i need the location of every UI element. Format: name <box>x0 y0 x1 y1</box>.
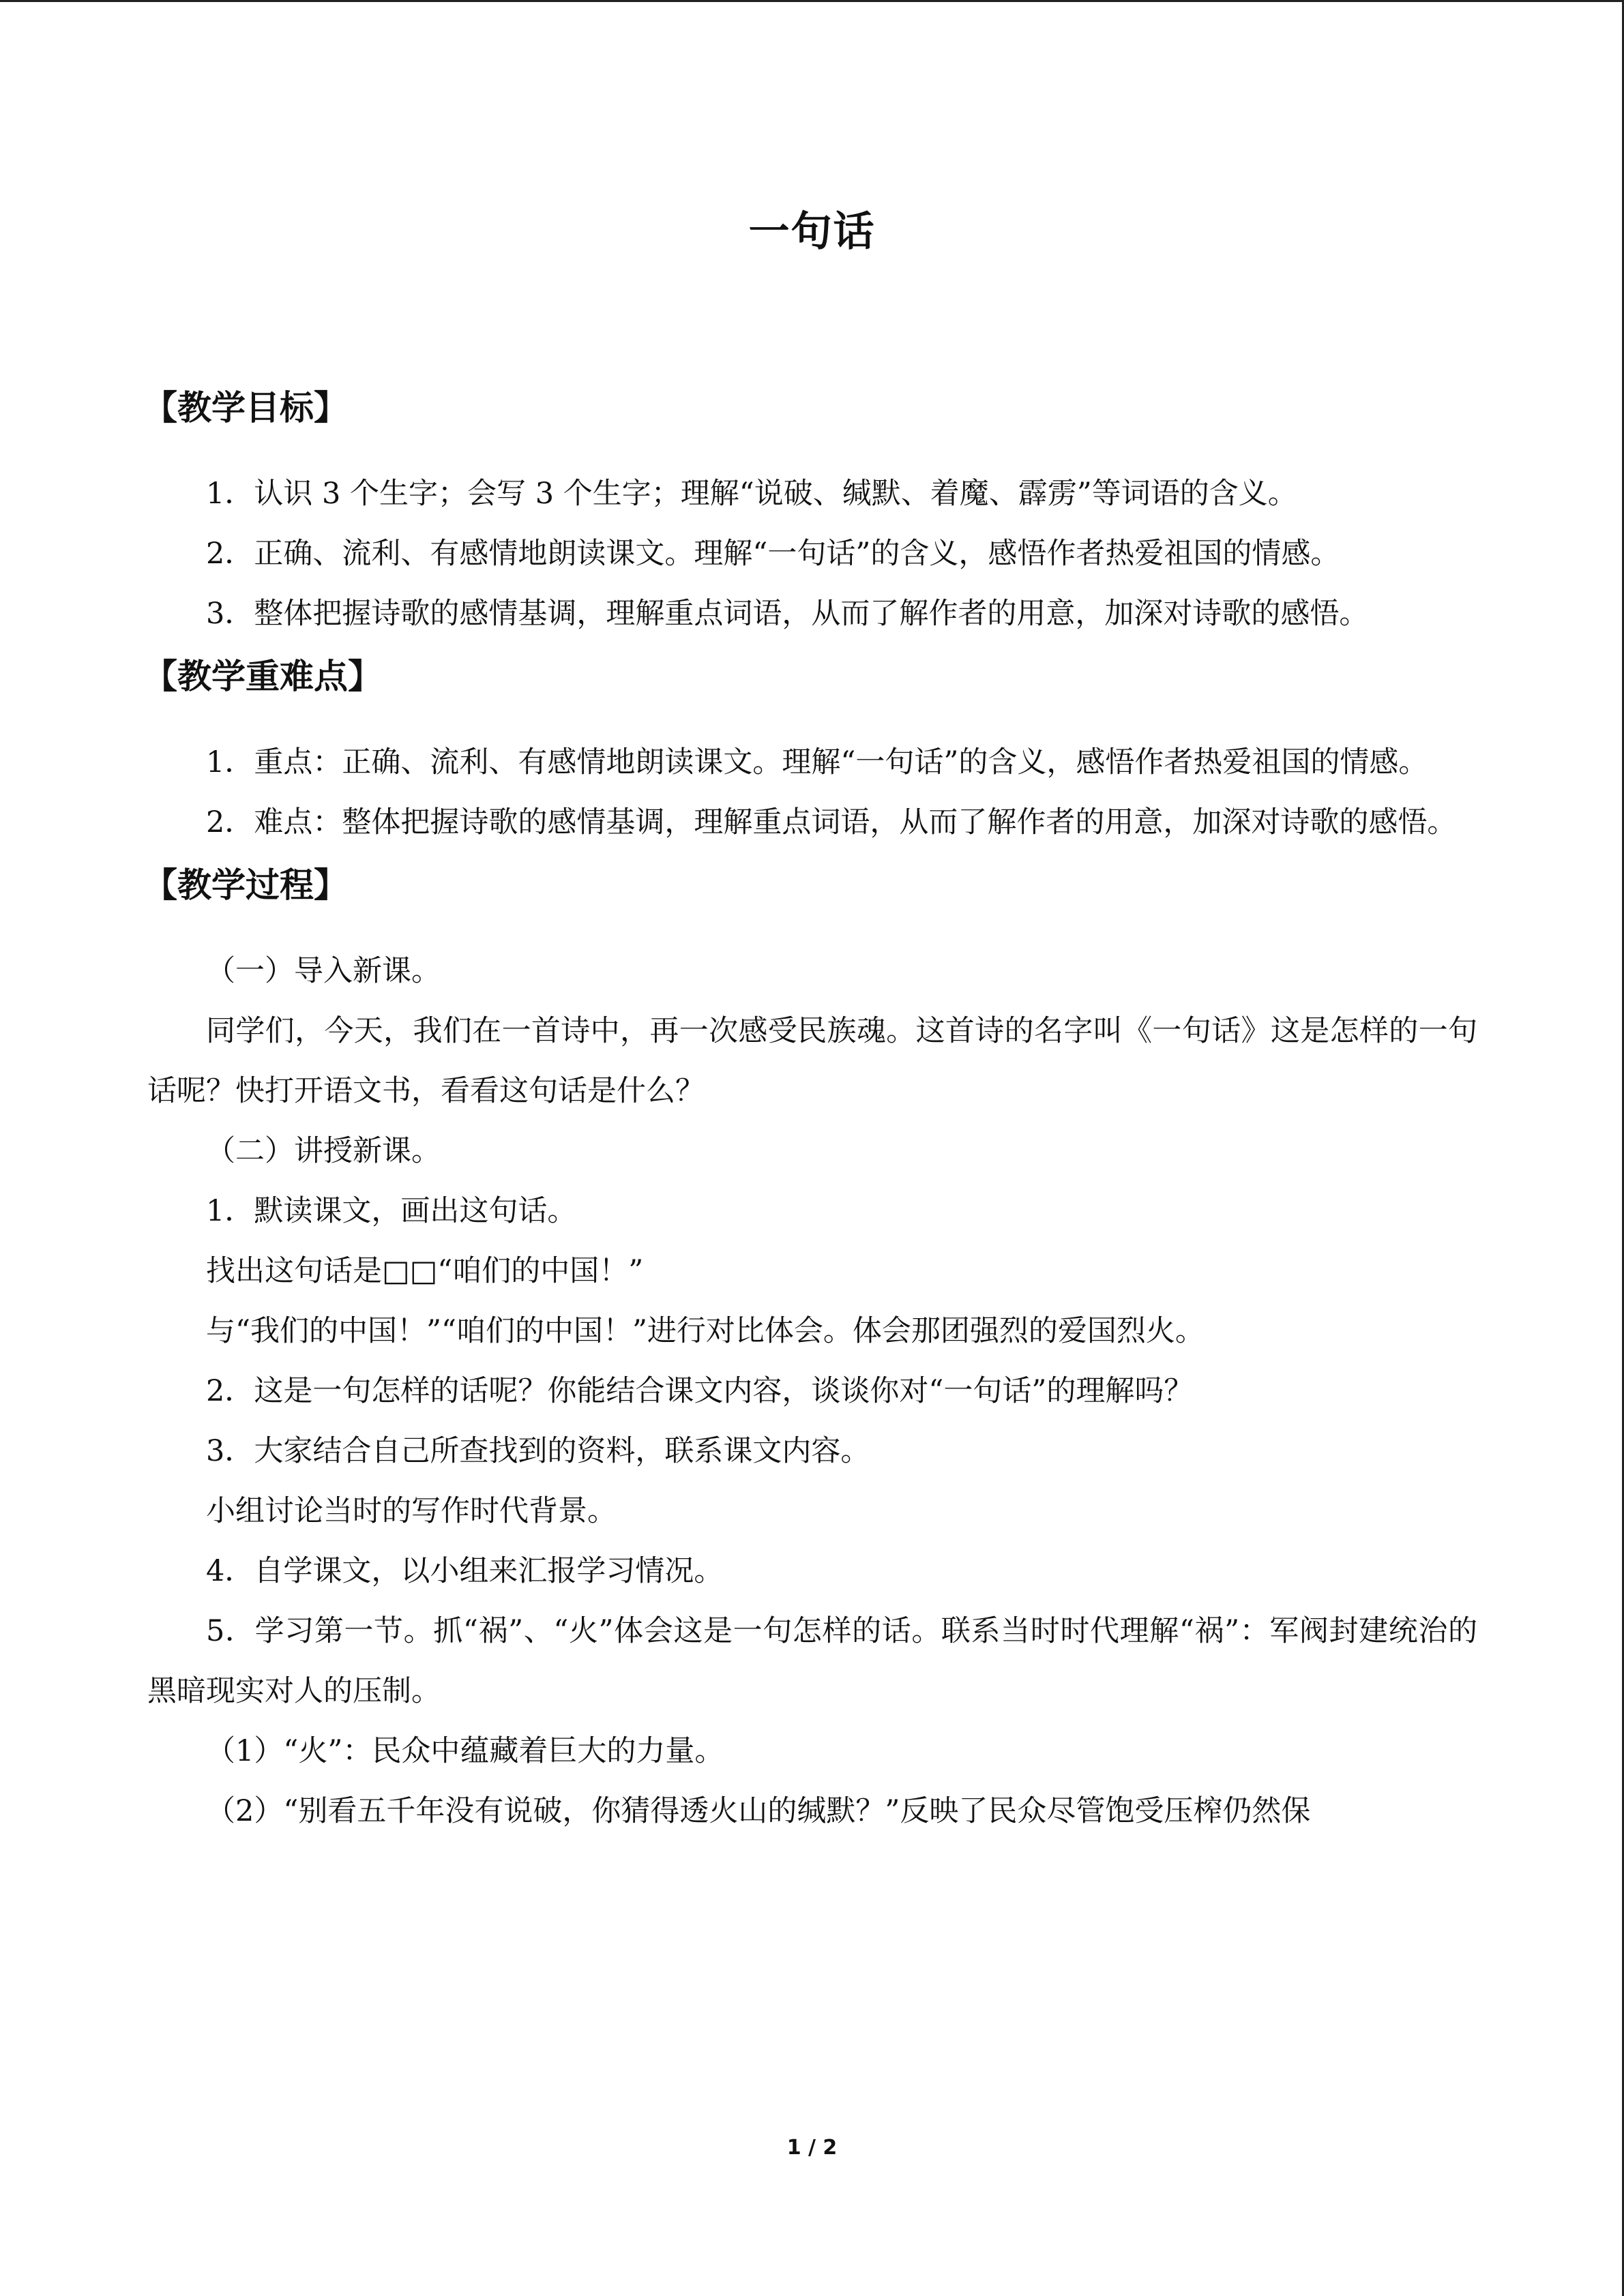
process-item: 同学们，今天，我们在一首诗中，再一次感受民族魂。这首诗的名字叫《一句话》这是怎样的一句话呢？快打开语文书，看看这句话是什么？ <box>147 1014 1477 1108</box>
key-point-item: 1．重点：正确、流利、有感情地朗读课文。理解“一句话”的含义，感悟作者热爱祖国的情感。 <box>206 745 1428 779</box>
page-border-top <box>0 0 1624 2</box>
section-heading-process: 【教学过程】 <box>143 865 348 905</box>
process-item: 小组讨论当时的写作时代背景。 <box>206 1494 617 1528</box>
process-item: （2）“别看五千年没有说破，你猜得透火山的缄默？”反映了民众尽管饱受压榨仍然保 <box>206 1794 1311 1828</box>
process-item: 5．学习第一节。抓“祸”、“火”体会这是一句怎样的话。联系当时时代理解“祸”：军阀封建统治的黑暗现实对人的压制。 <box>147 1614 1477 1708</box>
document-body <box>143 381 1477 1841</box>
process-item: （二）讲授新课。 <box>206 1134 441 1168</box>
process-item: 4．自学课文，以小组来汇报学习情况。 <box>206 1554 724 1588</box>
section-heading-goals: 【教学目标】 <box>143 388 348 428</box>
page-number: 1 / 2 <box>786 2136 838 2160</box>
process-item: 1．默读课文，画出这句话。 <box>206 1194 577 1228</box>
page-title: 一句话 <box>748 208 876 256</box>
process-item: （1）“火”：民众中蕴藏着巨大的力量。 <box>206 1734 724 1768</box>
process-item: 3．大家结合自己所查找到的资料，联系课文内容。 <box>206 1434 870 1468</box>
goal-item: 3．整体把握诗歌的感情基调，理解重点词语，从而了解作者的用意，加深对诗歌的感悟。 <box>206 597 1369 631</box>
process-item: 2．这是一句怎样的话呢？你能结合课文内容，谈谈你对“一句话”的理解吗？ <box>206 1374 1194 1408</box>
key-point-item: 2．难点：整体把握诗歌的感情基调，理解重点词语，从而了解作者的用意，加深对诗歌的感悟。 <box>206 805 1457 839</box>
process-item: 找出这句话是□□“咱们的中国！” <box>206 1254 644 1288</box>
process-item: 与“我们的中国！”“咱们的中国！”进行对比体会。体会那团强烈的爱国烈火。 <box>206 1314 1205 1348</box>
goal-item: 2．正确、流利、有感情地朗读课文。理解“一句话”的含义，感悟作者热爱祖国的情感。 <box>206 537 1340 571</box>
section-heading-key-points: 【教学重难点】 <box>143 657 382 696</box>
goal-item: 1．认识 3 个生字；会写 3 个生字；理解“说破、缄默、着魔、霹雳”等词语的含义。 <box>206 477 1297 511</box>
process-item: （一）导入新课。 <box>206 954 441 988</box>
